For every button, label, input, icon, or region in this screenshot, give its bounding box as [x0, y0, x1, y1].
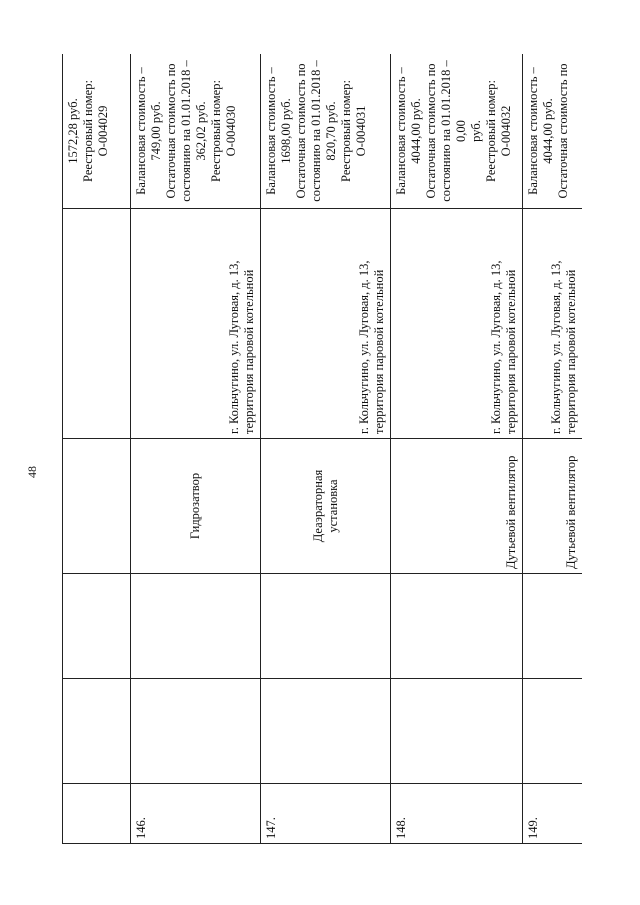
page-number: 48 [25, 466, 39, 478]
empty-cell [131, 679, 261, 784]
table-row [523, 54, 583, 844]
cost-line: Остаточная стоимость по [556, 63, 570, 199]
cost-line: 820,70 руб. [324, 101, 338, 161]
cost-line: Остаточная стоимость по [424, 63, 438, 199]
cost-line: О-004031 [354, 105, 368, 157]
cost-line: Реестровый номер: [209, 80, 223, 182]
document-page [62, 54, 582, 844]
cost-line: Остаточная стоимость по [164, 63, 178, 199]
cost-line: Реестровый номер: [81, 80, 95, 182]
cost-line: 749,00 руб. [149, 101, 163, 161]
empty-cell [261, 574, 391, 679]
address-cell [63, 209, 131, 439]
table-row [131, 54, 261, 844]
rotated-table-container [62, 54, 582, 844]
cost-cell [523, 54, 583, 209]
row-number-cell: 146. [131, 784, 261, 844]
property-registry-table [62, 54, 582, 844]
empty-cell [523, 574, 583, 679]
object-name-cell: Дутьевой вентилятор [523, 439, 583, 574]
cost-line: О-004029 [96, 105, 110, 157]
cost-line: 1698,00 руб. [279, 98, 293, 164]
object-name-cell: Деаэраторная установка [261, 439, 391, 574]
row-number-cell: 149. [523, 784, 583, 844]
object-name-cell: Гидрозатвор [131, 439, 261, 574]
address-cell: г. Кольчугино, ул. Луговая, д. 13, территория паровой котельной [131, 209, 261, 439]
cost-line: Остаточная стоимость по [294, 63, 308, 199]
address-cell: г. Кольчугино, ул. Луговая, д. 13, территория паровой котельной [523, 209, 583, 439]
object-name-cell: Дутьевой вентилятор [391, 439, 523, 574]
cost-line: Балансовая стоимость – [134, 67, 148, 195]
address-cell: г. Кольчугино, ул. Луговая, д. 13, территория паровой котельной [391, 209, 523, 439]
cost-line: состоянию на 01.01.2018 – [179, 60, 193, 202]
cost-line: Балансовая стоимость – [264, 67, 278, 195]
cost-line: О-004030 [224, 105, 238, 157]
empty-cell [391, 574, 523, 679]
empty-cell [261, 679, 391, 784]
cost-line: 1572,28 руб. [66, 98, 80, 164]
cost-line: состоянию на 01.01.2018 – 0,00 [439, 60, 468, 202]
cost-line: 362,02 руб. [194, 101, 208, 161]
cost-cell [391, 54, 523, 209]
empty-cell [63, 679, 131, 784]
cost-line: Реестровый номер: [339, 80, 353, 182]
cost-line: О-004032 [499, 105, 513, 157]
cost-cell [63, 54, 131, 209]
table-row [391, 54, 523, 844]
table-row [63, 54, 131, 844]
cost-line: Реестровый номер: [484, 80, 498, 182]
cost-line: руб. [469, 120, 483, 142]
cost-line: Балансовая стоимость – [526, 67, 540, 195]
cost-line: Балансовая стоимость – [394, 67, 408, 195]
cost-cell [131, 54, 261, 209]
cost-line: состоянию на 01.01.2018 – [309, 60, 323, 202]
row-number-cell: 148. [391, 784, 523, 844]
row-number-cell [63, 784, 131, 844]
cost-line: 4044,00 руб. [409, 98, 423, 164]
cost-cell [261, 54, 391, 209]
empty-cell [391, 679, 523, 784]
object-name-cell [63, 439, 131, 574]
cost-line: 4044,00 руб. [541, 98, 555, 164]
table-row [261, 54, 391, 844]
empty-cell [523, 679, 583, 784]
empty-cell [131, 574, 261, 679]
address-cell: г. Кольчугино, ул. Луговая, д. 13, территория паровой котельной [261, 209, 391, 439]
empty-cell [63, 574, 131, 679]
row-number-cell: 147. [261, 784, 391, 844]
